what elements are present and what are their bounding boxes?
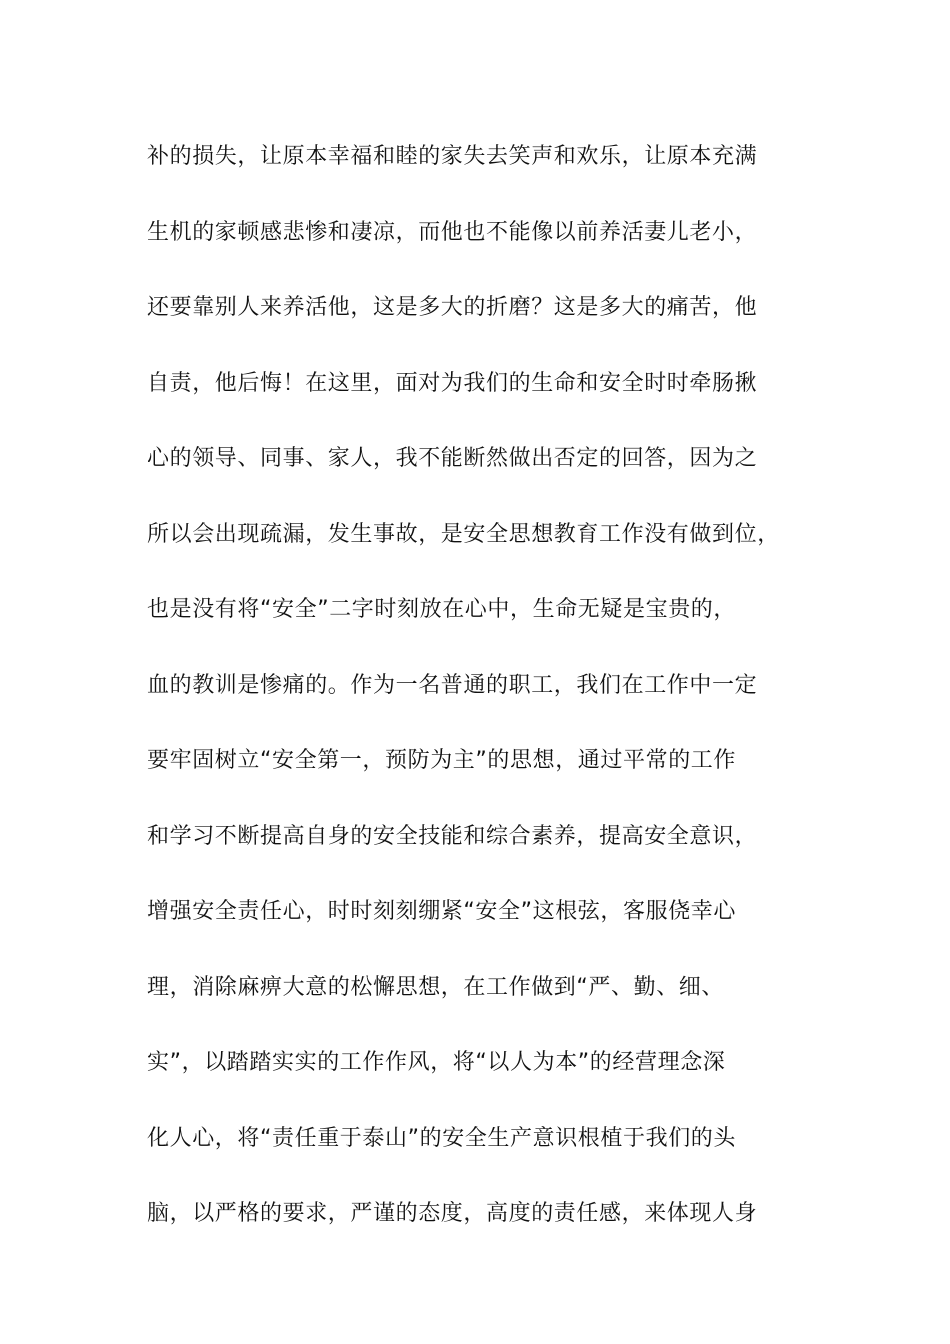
text-line: 生机的家顿感悲惨和凄凉，而他也不能像以前养活妻儿老小， (147, 219, 758, 245)
text-line: 化人心，将“责任重于泰山”的安全生产意识根植于我们的头 (147, 1125, 736, 1151)
text-line: 血的教训是惨痛的。作为一名普通的职工，我们在工作中一定 (147, 672, 758, 698)
text-line: 也是没有将“安全”二字时刻放在心中，生命无疑是宝贵的， (147, 597, 736, 622)
text-line: 增强安全责任心，时时刻刻绷紧“安全”这根弦，客服侥幸心 (147, 899, 736, 924)
text-line: 所以会出现疏漏，发生事故，是安全思想教育工作没有做到位， (147, 521, 780, 547)
body-text (147, 134, 827, 1267)
text-line: 实”，以踏踏实实的工作作风，将“以人为本”的经营理念深 (147, 1050, 726, 1075)
text-line: 脑，以严格的要求，严谨的态度，高度的责任感，来体现人身 (147, 1201, 758, 1226)
text-line: 心的领导、同事、家人，我不能断然做出否定的回答，因为之 (147, 446, 758, 471)
text-line: 要牢固树立“安全第一，预防为主”的思想，通过平常的工作 (147, 748, 736, 773)
text-line: 理，消除麻痹大意的松懈思想，在工作做到“严、勤、细、 (147, 974, 724, 1000)
text-line: 还要靠别人来养活他，这是多大的折磨？这是多大的痛苦，他 (147, 295, 758, 320)
text-line: 和学习不断提高自身的安全技能和综合素养，提高安全意识， (147, 823, 758, 849)
text-line: 补的损失，让原本幸福和睦的家失去笑声和欢乐，让原本充满 (147, 144, 758, 169)
text-line: 自责，他后悔！在这里，面对为我们的生命和安全时时牵肠揪 (147, 370, 758, 396)
